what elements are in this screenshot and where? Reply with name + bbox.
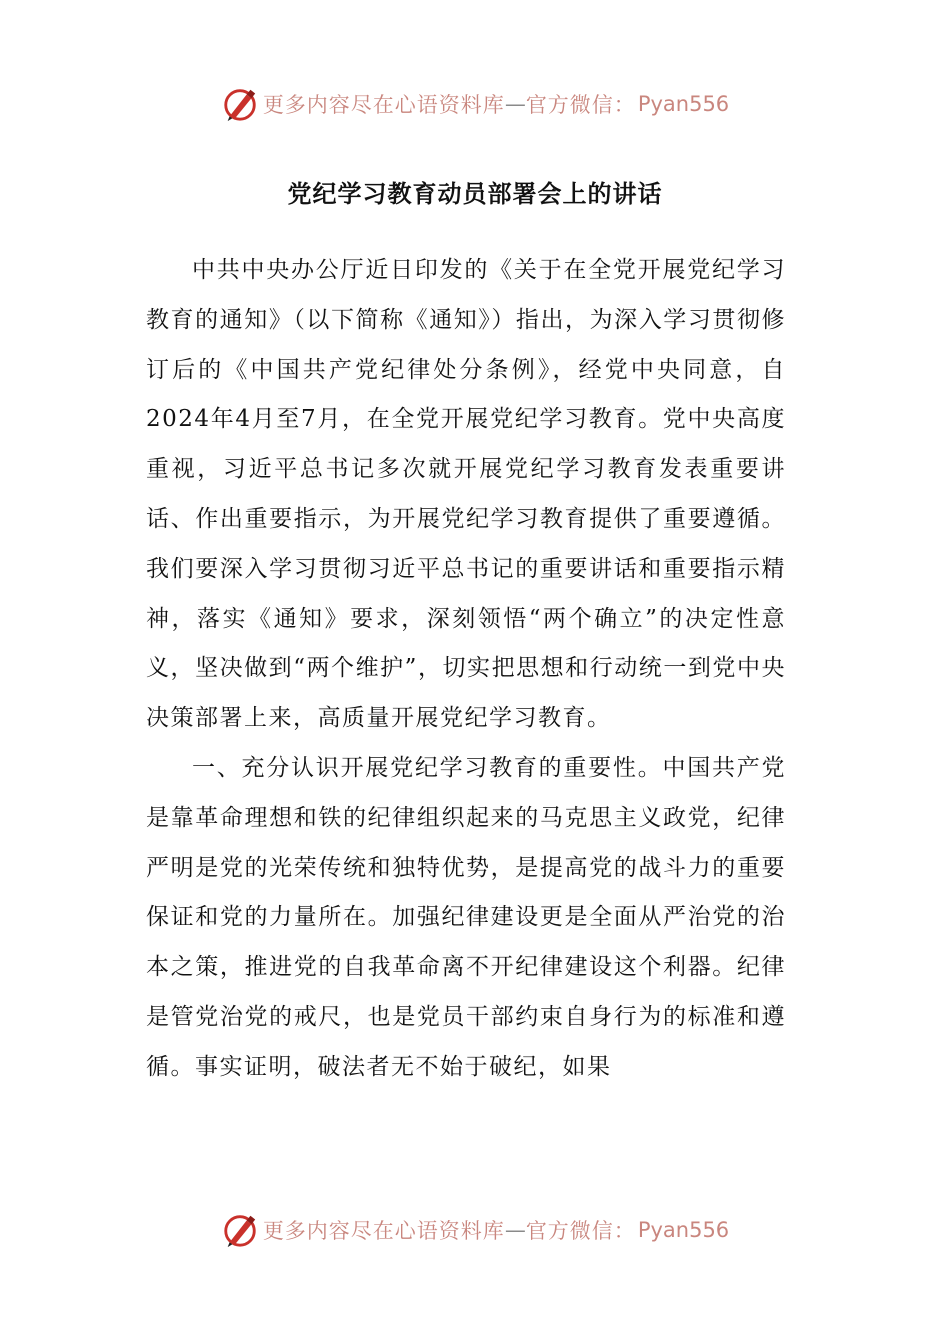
banner-account-id: Pyan556 xyxy=(637,92,730,116)
banner-text: 更多内容尽在心语资料库 xyxy=(262,1219,505,1243)
pen-logo-icon xyxy=(221,1211,259,1249)
header-watermark-banner xyxy=(0,82,950,126)
banner-separator: — xyxy=(504,92,526,116)
document-body xyxy=(146,246,786,1093)
banner-text: 更多内容尽在心语资料库 xyxy=(262,93,505,117)
banner-account-label: 官方微信： xyxy=(525,93,636,117)
paragraph-section-one: 一、充分认识开展党纪学习教育的重要性。中国共产党是靠革命理想和铁的纪律组织起来的马克思主义政党，纪律严明是党的光荣传统和独特优势，是提高党的战斗力的重要保证和党的力量所在。加强纪律建设更是全面从严治党的治本之策，推进党的自我革命离不开纪律建设这个利器。纪律是管党治党的戒尺，也是党员干部约束自身行为的标准和遵循。事实证明，破法者无不始于破纪，如果 xyxy=(146,754,786,1080)
footer-watermark-banner xyxy=(0,1208,950,1252)
pen-logo-icon xyxy=(221,85,259,123)
document-title: 党纪学习教育动员部署会上的讲话 xyxy=(287,180,663,208)
banner-account-id: Pyan556 xyxy=(637,1218,730,1242)
paragraph-intro: 中共中央办公厅近日印发的《关于在全党开展党纪学习教育的通知》（以下简称《通知》）指出，为深入学习贯彻修订后的《中国共产党纪律处分条例》，经党中央同意，自2024年4月至7月，在全党开展党纪学习教育。党中央高度重视，习近平总书记多次就开展党纪学习教育发表重要讲话、作出重要指示，为开展党纪学习教育提供了重要遵循。我们要深入学习贯彻习近平总书记的重要讲话和重要指示精神，落实《通知》要求，深刻领悟“两个确立”的决定性意义，坚决做到“两个维护”，切实把思想和行动统一到党中央决策部署上来，高质量开展党纪学习教育。 xyxy=(146,257,786,732)
banner-separator: — xyxy=(504,1218,526,1242)
banner-account-label: 官方微信： xyxy=(525,1219,636,1243)
